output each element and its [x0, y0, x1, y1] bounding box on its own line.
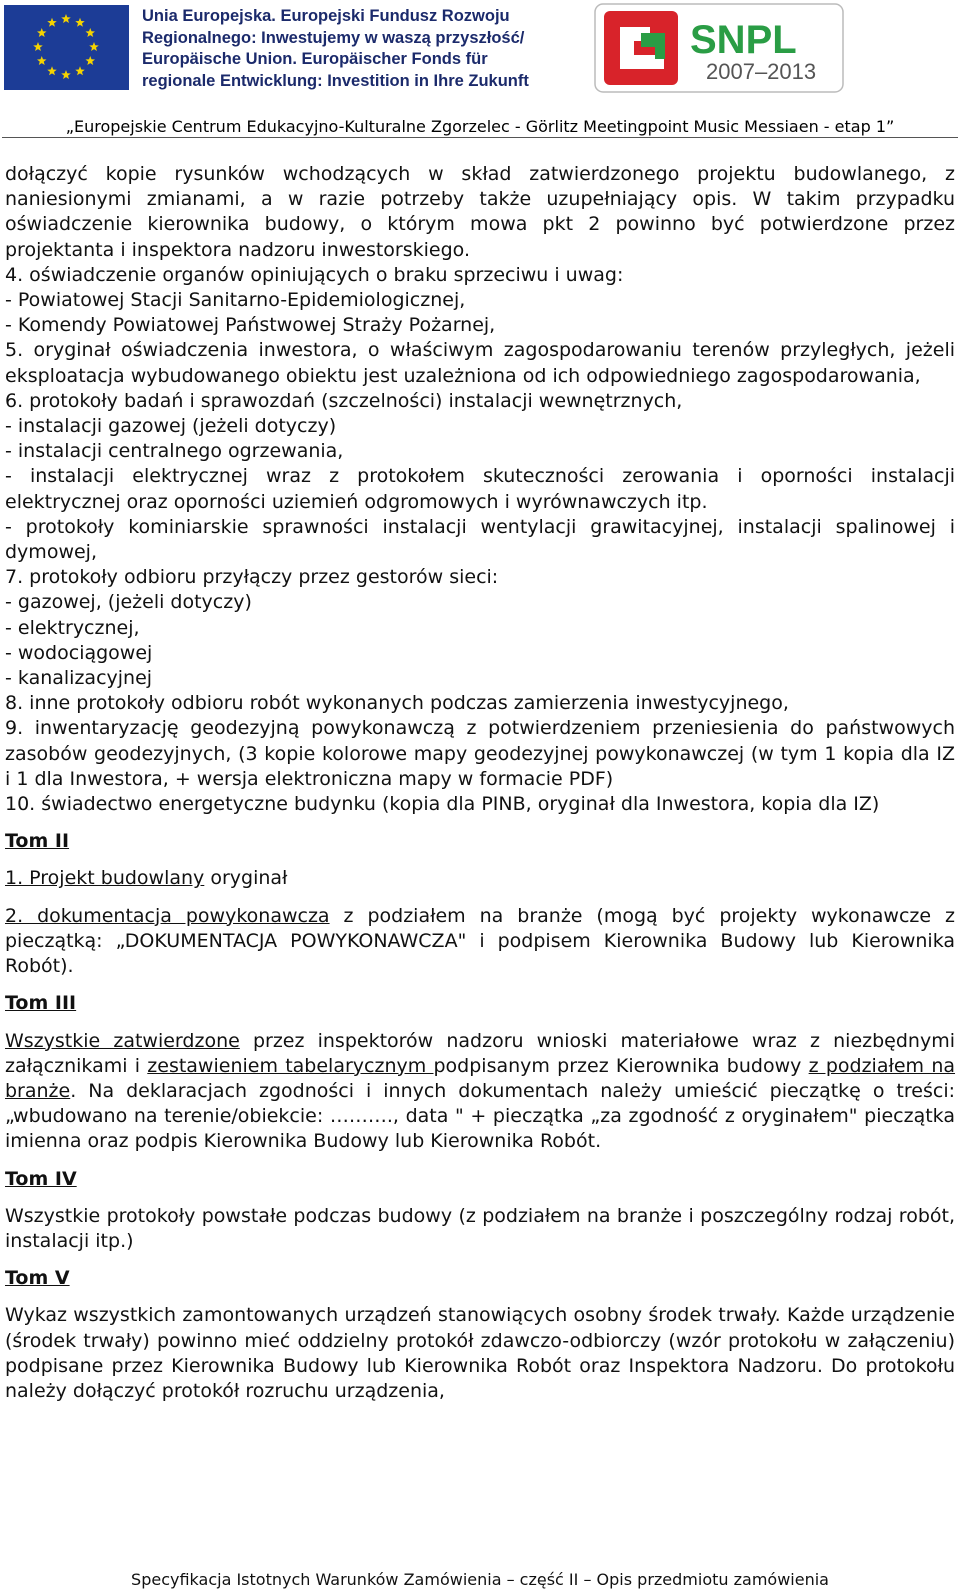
paragraph: - elektrycznej,	[5, 616, 140, 639]
eu-line-2: Regionalnego: Inwestujemy w waszą przyszłość/	[142, 28, 525, 47]
snpl-brand: SNPL	[690, 18, 797, 62]
text: . Na deklaracjach zgodności i innych dokumentach należy umieścić pieczątkę o treści: „wbudowano na terenie/obiekcie: ………., data " + pieczątka „za zgodność z oryginałem" pieczątka imienna oraz podpis Kierownika Budowy lub Kierownika Robót.	[5, 1079, 955, 1153]
paragraph: - instalacji elektrycznej wraz z protokołem skuteczności zerowania i oporności instalacji elektrycznej oraz oporności uziemień odgromowych i wyrównawczych itp.	[5, 465, 955, 513]
paragraph: 7. protokoły odbioru przyłączy przez gestorów sieci:	[5, 566, 499, 589]
section-heading-tom-iv: Tom IV	[5, 1167, 77, 1190]
eu-flag-logo	[4, 5, 129, 90]
paragraph	[5, 1029, 955, 1155]
page-footer: Specyfikacja Istotnych Warunków Zamówienia – część II – Opis przedmiotu zamówienia	[131, 1570, 829, 1589]
paragraph	[5, 904, 955, 980]
paragraph: 5. oryginał oświadczenia inwestora, o właściwym zagospodarowaniu terenów przyległych, jeżeli eksploatacja wybudowanego obiektu jest uzależniona od ich odpowiedniego zagospodarowania,	[5, 339, 955, 387]
text: oryginał	[204, 867, 288, 890]
section-heading-tom-iii: Tom III	[5, 992, 77, 1015]
underlined-text: 1. Projekt budowlany	[5, 867, 205, 890]
page-header	[0, 0, 960, 140]
paragraph: - kanalizacyjnej	[5, 667, 153, 690]
project-title: „Europejskie Centrum Edukacyjno-Kulturalne Zgorzelec - Görlitz Meetingpoint Music Messiaen - etap 1”	[65, 117, 895, 136]
header-divider	[2, 137, 958, 138]
paragraph: 6. protokoły badań i sprawozdań (szczelności) instalacji wewnętrznych,	[5, 389, 683, 412]
underlined-text: Wszystkie zatwierdzone	[5, 1029, 240, 1052]
paragraph: 9. inwentaryzację geodezyjną powykonawczą z potwierdzeniem przeniesienia do państwowych zasobów geodezyjnych, (3 kopie kolorowe mapy geodezyjnej powykonawczej (w tym 1 kopia dla IZ i 1 dla Inwestora, + wersja elektroniczna mapy w formacie PDF)	[5, 717, 955, 790]
paragraph: Wykaz wszystkich zamontowanych urządzeń stanowiących osobny środek trwały. Każde urządzenie (środek trwały) powinno mieć oddzielny protokół zdawczo-odbiorczy (wzór protokołu w załączeniu) podpisane przez Kierownika Budowy lub Kierownika Robót oraz Inspektora Nadzoru. Do protokołu należy dołączyć protokół rozruchu urządzenia,	[5, 1304, 955, 1402]
paragraph: - Powiatowej Stacji Sanitarno-Epidemiologicznej,	[5, 289, 466, 312]
eu-funding-text	[142, 6, 572, 92]
paragraph: - wodociągowej	[5, 641, 153, 664]
paragraph	[5, 866, 955, 891]
paragraph: - instalacji gazowej (jeżeli dotyczy)	[5, 415, 337, 438]
text: podpisanym przez Kierownika budowy	[433, 1054, 809, 1077]
paragraph: - Komendy Powiatowej Państwowej Straży Pożarnej,	[5, 314, 496, 337]
text: przez inspektorów nadzoru wnioski materiałowe wraz z niezbędnymi załącznikami i	[5, 1029, 955, 1077]
eu-line-1: Unia Europejska. Europejski Fundusz Rozwoju	[142, 7, 510, 25]
section-heading-tom-ii: Tom II	[5, 830, 70, 853]
snpl-logo	[594, 3, 844, 93]
paragraph: - instalacji centralnego ogrzewania,	[5, 440, 344, 463]
paragraph: dołączyć kopie rysunków wchodzących w skład zatwierdzonego projektu budowlanego, z naniesionymi zmianami, a w razie potrzeby także uzupełniający opis. W takim przypadku oświadczenie kierownika budowy, o którym mowa pkt 2 powinno być potwierdzone przez projektanta i inspektora nadzoru inwestorskiego.	[5, 163, 955, 261]
text: z podziałem na branże (mogą być projekty wykonawcze z pieczątką: „DOKUMENTACJA POWYKONAWCZA" i podpisem Kierownika Budowy lub Kierownika Robót).	[5, 904, 955, 978]
eu-line-4: regionale Entwicklung: Investition in Ihre Zukunft	[142, 71, 529, 90]
underlined-text: zestawieniem tabelarycznym	[147, 1054, 434, 1077]
paragraph: 10. świadectwo energetyczne budynku (kopia dla PINB, oryginał dla Inwestora, kopia dla IZ)	[5, 793, 880, 816]
paragraph: - protokoły kominiarskie sprawności instalacji wentylacji grawitacyjnej, instalacji spalinowej i dymowej,	[5, 515, 955, 564]
document-body	[5, 162, 955, 1404]
section-heading-tom-v: Tom V	[5, 1267, 70, 1290]
paragraph: 4. oświadczenie organów opiniujących o braku sprzeciwu i uwag:	[5, 263, 624, 286]
underlined-text: 2. dokumentacja powykonawcza	[5, 904, 330, 927]
underlined-text: z podziałem na branże	[5, 1054, 956, 1102]
paragraph: - gazowej, (jeżeli dotyczy)	[5, 591, 252, 614]
paragraph: 8. inne protokoły odbioru robót wykonanych podczas zamierzenia inwestycyjnego,	[5, 692, 789, 715]
snpl-years: 2007–2013	[706, 59, 817, 84]
paragraph: Wszystkie protokoły powstałe podczas budowy (z podziałem na branże i poszczególny rodzaj robót, instalacji itp.)	[5, 1204, 955, 1252]
eu-line-3: Europäische Union. Europäischer Fonds für	[142, 50, 488, 68]
